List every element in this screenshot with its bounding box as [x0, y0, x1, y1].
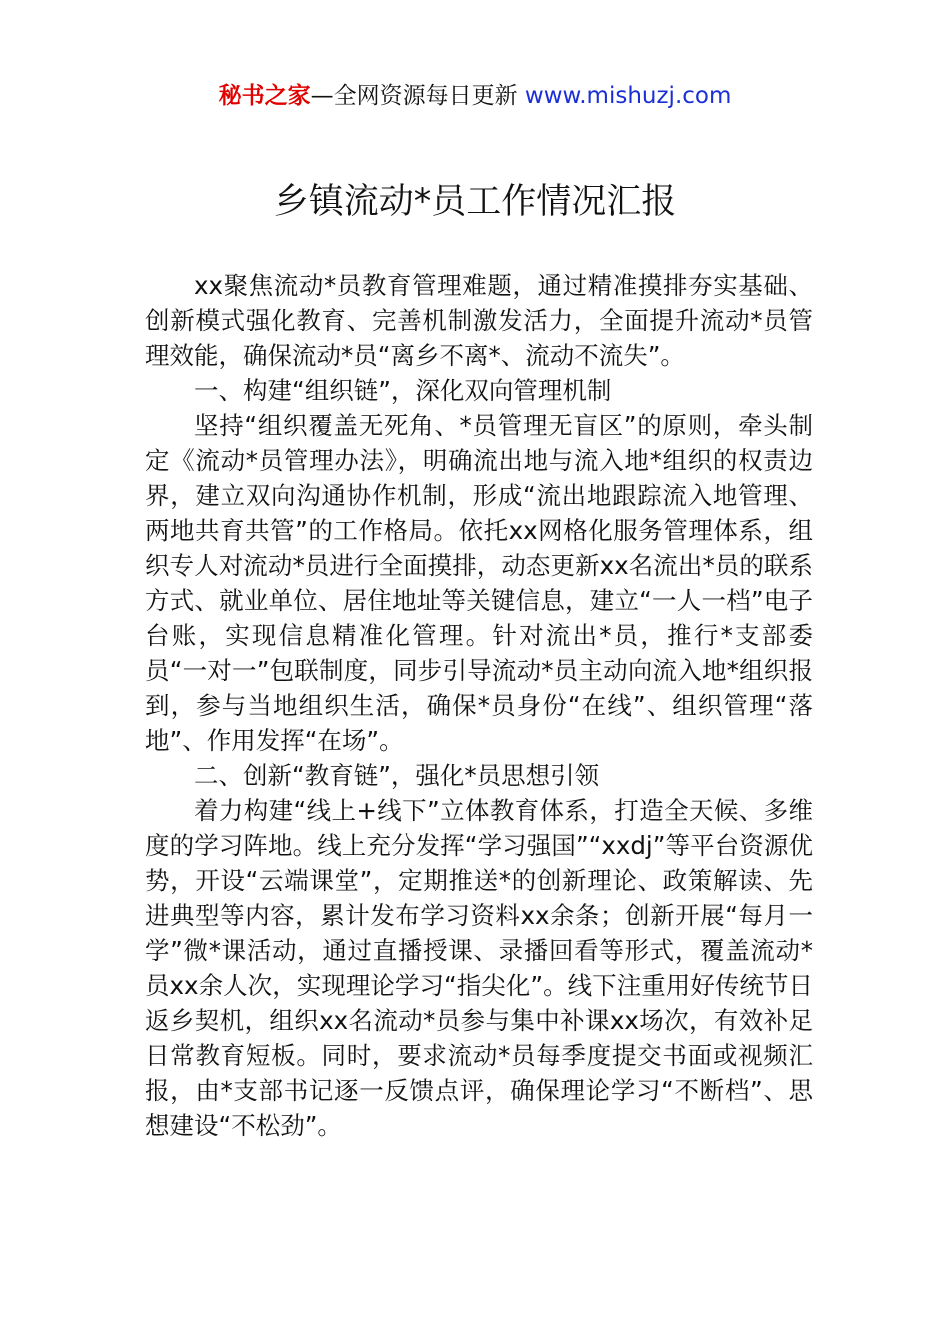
brand-name: 秘书之家	[218, 83, 311, 109]
document-title: 乡镇流动*员工作情况汇报	[273, 182, 677, 222]
header-tagline: —全网资源每日更新	[310, 83, 525, 109]
document-body	[145, 268, 813, 1143]
site-header	[0, 80, 950, 112]
site-url-link[interactable]: www.mishuzj.com	[524, 83, 732, 109]
intro-paragraph: xx聚焦流动*员教育管理难题，通过精准摸排夯实基础、创新模式强化教育、完善机制激发活力，全面提升流动*员管理效能，确保流动*员“离乡不离*、流动不流失”。	[145, 271, 813, 370]
section-heading-2: 二、创新“教育链”，强化*员思想引领	[194, 761, 600, 790]
section-heading-1: 一、构建“组织链”，深化双向管理机制	[194, 376, 612, 405]
section-1-paragraph: 坚持“组织覆盖无死角、*员管理无盲区”的原则，牵头制定《流动*员管理办法》，明确流出地与流入地*组织的权责边界，建立双向沟通协作机制，形成“流出地跟踪流入地管理、两地共育共管”的工作格局。依托xx网格化服务管理体系，组织专人对流动*员进行全面摸排，动态更新xx名流出*员的联系方式、就业单位、居住地址等关键信息，建立“一人一档”电子台账，实现信息精准化管理。针对流出*员，推行*支部委员“一对一”包联制度，同步引导流动*员主动向流入地*组织报到，参与当地组织生活，确保*员身份“在线”、组织管理“落地”、作用发挥“在场”。	[145, 411, 813, 755]
section-2-paragraph: 着力构建“线上+线下”立体教育体系，打造全天候、多维度的学习阵地。线上充分发挥“学习强国”“xxdj”等平台资源优势，开设“云端课堂”，定期推送*的创新理论、政策解读、先进典型等内容，累计发布学习资料xx余条；创新开展“每月一学”微*课活动，通过直播授课、录播回看等形式，覆盖流动*员xx余人次，实现理论学习“指尖化”。线下注重用好传统节日返乡契机，组织xx名流动*员参与集中补课xx场次，有效补足日常教育短板。同时，要求流动*员每季度提交书面或视频汇报，由*支部书记逐一反馈点评，确保理论学习“不断档”、思想建设“不松劲”。	[145, 796, 813, 1140]
